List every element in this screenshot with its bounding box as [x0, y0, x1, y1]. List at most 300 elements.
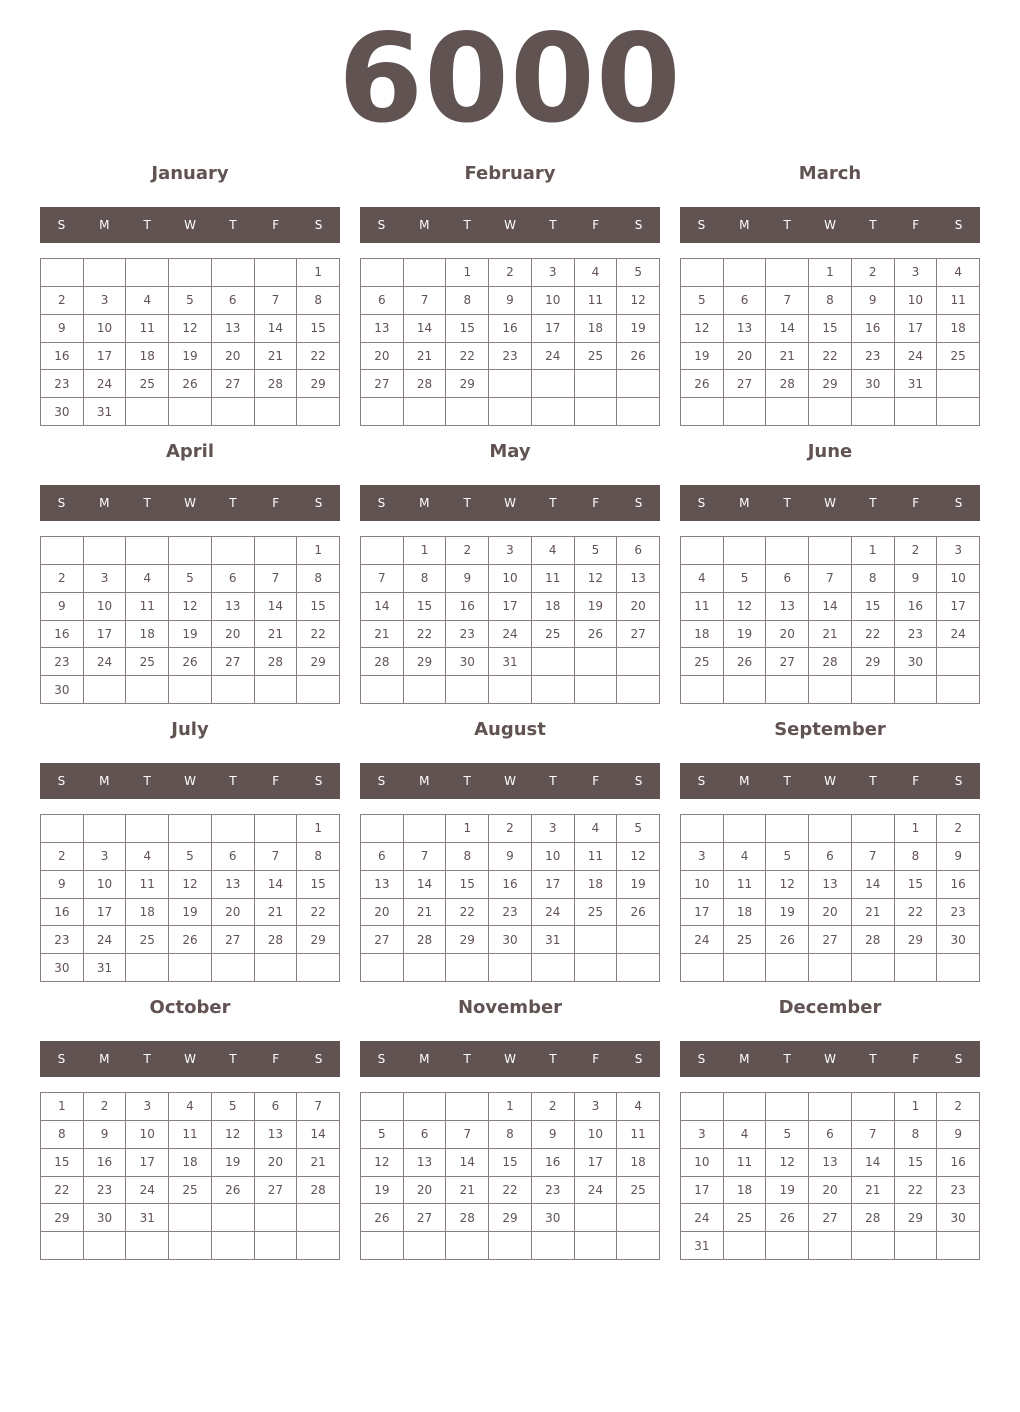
day-cell: 2: [84, 1093, 127, 1121]
day-cell: 30: [937, 1204, 980, 1232]
day-cell: 28: [404, 926, 447, 954]
day-cell: 3: [84, 843, 127, 871]
day-cell: 22: [404, 621, 447, 649]
day-cell: 3: [681, 843, 724, 871]
empty-day-cell: [532, 676, 575, 704]
day-cell: 2: [489, 259, 532, 287]
day-cell: 15: [41, 1149, 84, 1177]
day-cell: 29: [297, 370, 340, 398]
empty-day-cell: [489, 676, 532, 704]
empty-day-cell: [404, 1232, 447, 1260]
day-cell: 18: [724, 1177, 767, 1205]
day-cell: 13: [255, 1121, 298, 1149]
day-cell: 21: [446, 1177, 489, 1205]
day-cell: 4: [724, 1121, 767, 1149]
day-grid: [360, 1092, 660, 1260]
weekday-label: W: [504, 1052, 516, 1066]
day-cell: 20: [212, 621, 255, 649]
empty-day-cell: [895, 676, 938, 704]
day-cell: 14: [255, 871, 298, 899]
day-cell: 16: [446, 593, 489, 621]
empty-day-cell: [212, 1232, 255, 1260]
weekday-header: [40, 207, 340, 243]
day-cell: 23: [895, 621, 938, 649]
day-cell: 23: [937, 899, 980, 927]
day-cell: 9: [489, 287, 532, 315]
day-cell: 1: [809, 259, 852, 287]
empty-day-cell: [255, 1232, 298, 1260]
day-cell: 14: [361, 593, 404, 621]
weekday-label: F: [912, 496, 920, 510]
day-cell: 6: [724, 287, 767, 315]
empty-day-cell: [681, 815, 724, 843]
empty-day-cell: [681, 676, 724, 704]
day-cell: 9: [84, 1121, 127, 1149]
empty-day-cell: [169, 398, 212, 426]
day-cell: 6: [212, 287, 255, 315]
day-cell: 26: [212, 1177, 255, 1205]
day-cell: 26: [361, 1204, 404, 1232]
day-cell: 9: [532, 1121, 575, 1149]
empty-day-cell: [84, 537, 127, 565]
day-cell: 21: [255, 621, 298, 649]
day-cell: 11: [617, 1121, 660, 1149]
day-cell: 19: [212, 1149, 255, 1177]
day-cell: 7: [852, 1121, 895, 1149]
weekday-label: T: [869, 496, 877, 510]
weekday-label: M: [99, 218, 110, 232]
day-cell: 14: [404, 871, 447, 899]
day-cell: 28: [809, 648, 852, 676]
empty-day-cell: [361, 398, 404, 426]
weekday-label: F: [912, 1052, 920, 1066]
day-cell: 8: [895, 1121, 938, 1149]
empty-day-cell: [724, 537, 767, 565]
empty-day-cell: [809, 815, 852, 843]
day-cell: 21: [852, 899, 895, 927]
weekday-label: M: [739, 496, 750, 510]
day-cell: 22: [297, 899, 340, 927]
day-cell: 14: [255, 593, 298, 621]
day-cell: 27: [255, 1177, 298, 1205]
day-cell: 30: [41, 398, 84, 426]
day-cell: 10: [532, 287, 575, 315]
empty-day-cell: [575, 370, 618, 398]
empty-day-cell: [169, 954, 212, 982]
day-cell: 19: [766, 1177, 809, 1205]
day-cell: 4: [126, 565, 169, 593]
day-cell: 2: [532, 1093, 575, 1121]
day-cell: 7: [852, 843, 895, 871]
day-cell: 30: [446, 648, 489, 676]
day-cell: 11: [169, 1121, 212, 1149]
day-cell: 6: [361, 843, 404, 871]
day-grid: [40, 258, 340, 426]
day-cell: 1: [895, 815, 938, 843]
day-cell: 6: [361, 287, 404, 315]
day-cell: 27: [766, 648, 809, 676]
month-name: January: [151, 163, 229, 184]
day-cell: 6: [255, 1093, 298, 1121]
empty-day-cell: [575, 954, 618, 982]
day-cell: 27: [724, 370, 767, 398]
day-cell: 1: [895, 1093, 938, 1121]
day-cell: 21: [404, 899, 447, 927]
day-cell: 2: [489, 815, 532, 843]
day-cell: 7: [255, 843, 298, 871]
empty-day-cell: [617, 926, 660, 954]
empty-day-cell: [895, 954, 938, 982]
empty-day-cell: [41, 1232, 84, 1260]
weekday-label: T: [143, 774, 151, 788]
day-cell: 12: [169, 593, 212, 621]
empty-day-cell: [489, 1232, 532, 1260]
empty-day-cell: [41, 815, 84, 843]
day-cell: 2: [852, 259, 895, 287]
day-cell: 20: [361, 899, 404, 927]
day-cell: 16: [41, 899, 84, 927]
weekday-label: W: [824, 774, 836, 788]
day-cell: 6: [212, 843, 255, 871]
day-cell: 16: [489, 315, 532, 343]
empty-day-cell: [489, 370, 532, 398]
day-cell: 13: [212, 871, 255, 899]
empty-day-cell: [766, 676, 809, 704]
day-cell: 6: [617, 537, 660, 565]
weekday-label: T: [783, 774, 791, 788]
empty-day-cell: [297, 1232, 340, 1260]
day-cell: 28: [297, 1177, 340, 1205]
weekday-header: [680, 763, 980, 799]
day-cell: 12: [766, 871, 809, 899]
empty-day-cell: [852, 676, 895, 704]
day-cell: 8: [895, 843, 938, 871]
weekday-header: [40, 1041, 340, 1077]
empty-day-cell: [809, 398, 852, 426]
day-cell: 24: [489, 621, 532, 649]
empty-day-cell: [126, 954, 169, 982]
weekday-label: M: [419, 1052, 430, 1066]
empty-day-cell: [681, 1093, 724, 1121]
day-cell: 15: [446, 871, 489, 899]
day-cell: 19: [617, 315, 660, 343]
weekday-label: S: [377, 774, 386, 788]
empty-day-cell: [361, 954, 404, 982]
empty-day-cell: [212, 1204, 255, 1232]
day-cell: 20: [212, 899, 255, 927]
day-cell: 30: [895, 648, 938, 676]
day-cell: 29: [297, 648, 340, 676]
day-cell: 3: [489, 537, 532, 565]
day-cell: 20: [766, 621, 809, 649]
day-cell: 24: [84, 648, 127, 676]
day-cell: 16: [937, 1149, 980, 1177]
weekday-label: S: [634, 218, 643, 232]
day-cell: 17: [532, 315, 575, 343]
day-cell: 25: [126, 370, 169, 398]
day-cell: 14: [297, 1121, 340, 1149]
day-cell: 28: [766, 370, 809, 398]
day-cell: 5: [169, 565, 212, 593]
day-cell: 3: [126, 1093, 169, 1121]
empty-day-cell: [255, 954, 298, 982]
weekday-header: [360, 485, 660, 521]
day-cell: 7: [255, 287, 298, 315]
day-cell: 19: [724, 621, 767, 649]
day-cell: 6: [404, 1121, 447, 1149]
day-cell: 25: [126, 648, 169, 676]
day-cell: 24: [681, 1204, 724, 1232]
day-cell: 31: [489, 648, 532, 676]
weekday-label: W: [184, 218, 196, 232]
empty-day-cell: [41, 537, 84, 565]
empty-day-cell: [575, 1232, 618, 1260]
day-cell: 25: [681, 648, 724, 676]
day-cell: 3: [895, 259, 938, 287]
empty-day-cell: [169, 537, 212, 565]
weekday-label: M: [419, 218, 430, 232]
day-cell: 4: [532, 537, 575, 565]
day-cell: 7: [255, 565, 298, 593]
weekday-label: S: [57, 1052, 66, 1066]
month-name: February: [464, 163, 556, 184]
day-cell: 2: [937, 1093, 980, 1121]
day-cell: 14: [852, 1149, 895, 1177]
empty-day-cell: [681, 259, 724, 287]
day-cell: 18: [532, 593, 575, 621]
day-cell: 13: [766, 593, 809, 621]
weekday-label: S: [377, 1052, 386, 1066]
day-cell: 20: [255, 1149, 298, 1177]
weekday-label: T: [783, 496, 791, 510]
empty-day-cell: [404, 259, 447, 287]
day-cell: 23: [84, 1177, 127, 1205]
weekday-label: T: [783, 1052, 791, 1066]
day-cell: 16: [41, 343, 84, 371]
weekday-label: F: [272, 218, 280, 232]
day-cell: 5: [617, 259, 660, 287]
day-cell: 24: [84, 926, 127, 954]
empty-day-cell: [681, 954, 724, 982]
empty-day-cell: [169, 1232, 212, 1260]
empty-day-cell: [169, 815, 212, 843]
day-cell: 8: [446, 287, 489, 315]
day-cell: 31: [126, 1204, 169, 1232]
empty-day-cell: [766, 1093, 809, 1121]
weekday-label: F: [592, 496, 600, 510]
empty-day-cell: [575, 398, 618, 426]
empty-day-cell: [212, 815, 255, 843]
day-cell: 25: [169, 1177, 212, 1205]
day-cell: 2: [41, 843, 84, 871]
day-cell: 6: [212, 565, 255, 593]
month-name: October: [149, 997, 231, 1018]
empty-day-cell: [575, 648, 618, 676]
day-cell: 29: [852, 648, 895, 676]
empty-day-cell: [532, 1232, 575, 1260]
empty-day-cell: [575, 1204, 618, 1232]
day-cell: 21: [404, 343, 447, 371]
day-cell: 18: [169, 1149, 212, 1177]
day-cell: 16: [852, 315, 895, 343]
empty-day-cell: [809, 537, 852, 565]
day-cell: 2: [446, 537, 489, 565]
day-grid: [360, 258, 660, 426]
day-cell: 28: [404, 370, 447, 398]
day-cell: 1: [852, 537, 895, 565]
year-title: 6000: [338, 8, 682, 150]
day-cell: 8: [297, 565, 340, 593]
day-cell: 5: [617, 815, 660, 843]
weekday-label: S: [954, 496, 963, 510]
day-cell: 9: [446, 565, 489, 593]
day-cell: 5: [361, 1121, 404, 1149]
empty-day-cell: [852, 1232, 895, 1260]
weekday-label: S: [314, 496, 323, 510]
day-cell: 26: [169, 370, 212, 398]
weekday-label: S: [634, 496, 643, 510]
day-cell: 8: [809, 287, 852, 315]
weekday-label: T: [549, 1052, 557, 1066]
day-cell: 28: [852, 1204, 895, 1232]
weekday-header: [360, 763, 660, 799]
day-grid: [680, 814, 980, 982]
weekday-label: W: [184, 774, 196, 788]
empty-day-cell: [937, 676, 980, 704]
day-cell: 4: [126, 843, 169, 871]
empty-day-cell: [404, 1093, 447, 1121]
day-cell: 19: [617, 871, 660, 899]
weekday-label: W: [504, 774, 516, 788]
day-cell: 15: [404, 593, 447, 621]
empty-day-cell: [212, 676, 255, 704]
empty-day-cell: [84, 1232, 127, 1260]
weekday-label: W: [504, 218, 516, 232]
weekday-label: S: [954, 1052, 963, 1066]
day-cell: 23: [446, 621, 489, 649]
day-cell: 10: [681, 1149, 724, 1177]
day-cell: 17: [895, 315, 938, 343]
empty-day-cell: [895, 398, 938, 426]
empty-day-cell: [361, 259, 404, 287]
day-cell: 18: [126, 621, 169, 649]
empty-day-cell: [404, 954, 447, 982]
day-cell: 12: [361, 1149, 404, 1177]
day-cell: 4: [724, 843, 767, 871]
day-cell: 4: [126, 287, 169, 315]
day-cell: 23: [532, 1177, 575, 1205]
day-cell: 3: [532, 259, 575, 287]
day-cell: 12: [724, 593, 767, 621]
day-cell: 27: [809, 926, 852, 954]
empty-day-cell: [617, 370, 660, 398]
day-cell: 7: [297, 1093, 340, 1121]
day-cell: 23: [489, 343, 532, 371]
weekday-label: S: [697, 496, 706, 510]
day-cell: 20: [724, 343, 767, 371]
day-cell: 26: [766, 926, 809, 954]
empty-day-cell: [126, 1232, 169, 1260]
day-cell: 13: [809, 871, 852, 899]
day-cell: 7: [404, 287, 447, 315]
month-name: July: [171, 719, 209, 740]
empty-day-cell: [724, 954, 767, 982]
day-cell: 2: [895, 537, 938, 565]
day-cell: 7: [809, 565, 852, 593]
day-cell: 22: [489, 1177, 532, 1205]
day-cell: 21: [852, 1177, 895, 1205]
day-cell: 21: [255, 343, 298, 371]
weekday-label: S: [697, 774, 706, 788]
day-grid: [360, 814, 660, 982]
empty-day-cell: [617, 1204, 660, 1232]
day-cell: 21: [809, 621, 852, 649]
day-cell: 20: [809, 1177, 852, 1205]
empty-day-cell: [809, 954, 852, 982]
day-cell: 16: [895, 593, 938, 621]
day-cell: 25: [532, 621, 575, 649]
weekday-label: S: [314, 218, 323, 232]
day-cell: 24: [532, 343, 575, 371]
weekday-label: W: [184, 496, 196, 510]
empty-day-cell: [255, 815, 298, 843]
day-cell: 15: [809, 315, 852, 343]
weekday-label: S: [377, 496, 386, 510]
day-cell: 2: [937, 815, 980, 843]
day-cell: 29: [895, 926, 938, 954]
day-cell: 20: [404, 1177, 447, 1205]
month-name: November: [457, 997, 563, 1018]
day-cell: 5: [169, 843, 212, 871]
month-name: August: [474, 719, 546, 740]
empty-day-cell: [489, 954, 532, 982]
day-cell: 19: [766, 899, 809, 927]
day-cell: 15: [895, 871, 938, 899]
day-cell: 31: [532, 926, 575, 954]
empty-day-cell: [361, 1232, 404, 1260]
day-cell: 17: [681, 899, 724, 927]
empty-day-cell: [212, 954, 255, 982]
day-cell: 17: [532, 871, 575, 899]
day-grid: [680, 258, 980, 426]
day-cell: 30: [852, 370, 895, 398]
day-cell: 4: [575, 259, 618, 287]
day-cell: 16: [84, 1149, 127, 1177]
day-cell: 13: [361, 315, 404, 343]
empty-day-cell: [297, 1204, 340, 1232]
weekday-label: T: [229, 774, 237, 788]
day-cell: 9: [41, 315, 84, 343]
day-cell: 11: [575, 843, 618, 871]
day-cell: 13: [404, 1149, 447, 1177]
empty-day-cell: [446, 1093, 489, 1121]
weekday-label: W: [824, 1052, 836, 1066]
empty-day-cell: [617, 954, 660, 982]
day-cell: 8: [404, 565, 447, 593]
weekday-label: T: [463, 218, 471, 232]
day-cell: 22: [809, 343, 852, 371]
day-cell: 13: [361, 871, 404, 899]
day-cell: 10: [126, 1121, 169, 1149]
day-cell: 15: [489, 1149, 532, 1177]
empty-day-cell: [724, 398, 767, 426]
day-cell: 5: [575, 537, 618, 565]
day-cell: 12: [169, 871, 212, 899]
day-cell: 29: [809, 370, 852, 398]
empty-day-cell: [297, 954, 340, 982]
day-cell: 28: [446, 1204, 489, 1232]
day-cell: 25: [126, 926, 169, 954]
